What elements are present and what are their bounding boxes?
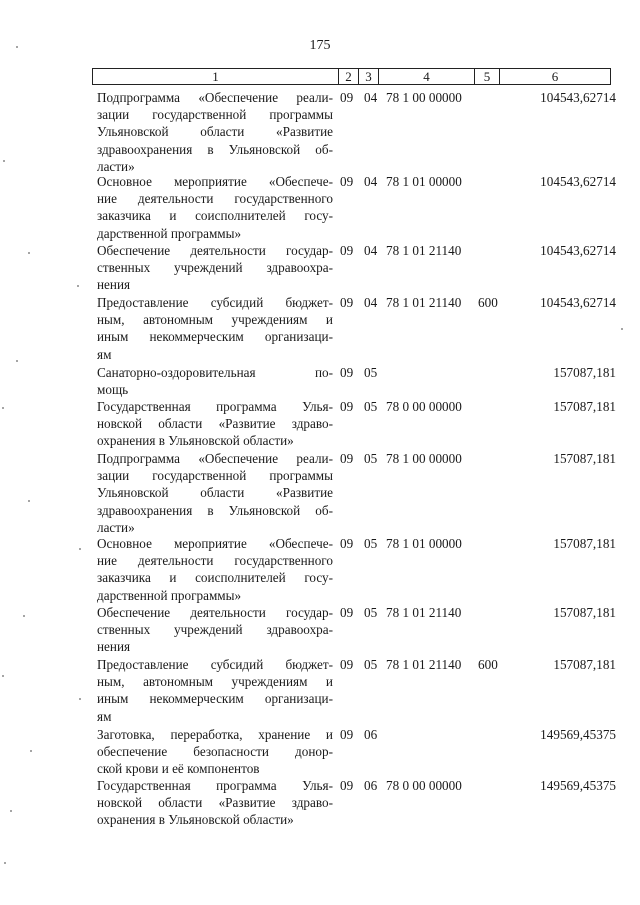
row-description: [97, 364, 333, 398]
target-article-code: 78 1 01 00000: [386, 536, 462, 551]
amount: 157087,181: [553, 365, 616, 380]
description-line: Подпрограмма «Обеспечение реали-: [97, 451, 333, 466]
description-line: ние деятельности государственного: [97, 553, 333, 569]
target-article-code: 78 1 01 21140: [386, 657, 462, 672]
target-article-code: 78 0 00 00000: [386, 399, 462, 414]
description-line: ственных учреждений здравоохра-: [97, 622, 333, 638]
subsection-code: 05: [364, 605, 378, 620]
expense-type-code: 600: [478, 295, 498, 310]
section-code: 09: [340, 727, 354, 742]
section-code: 09: [340, 174, 354, 189]
row-description: [97, 294, 333, 363]
description-line: ние деятельности государственного: [97, 191, 333, 207]
description-line: иным некоммерческим организаци-: [97, 329, 333, 345]
subsection-code: 06: [364, 778, 378, 793]
target-article-code: 78 1 00 00000: [386, 90, 462, 105]
target-article-code: 78 1 01 21140: [386, 605, 462, 620]
row-description: [97, 777, 333, 829]
description-line: здравоохранения в Ульяновской об-: [97, 141, 333, 157]
description-line: обеспечение безопасности донор-: [97, 744, 333, 760]
description-line: Государственная программа Улья-: [97, 399, 333, 414]
section-code: 09: [340, 90, 354, 105]
description-line: охранения в Ульяновской области»: [97, 433, 294, 449]
description-line: охранения в Ульяновской области»: [97, 812, 294, 828]
amount: 104543,62714: [540, 90, 616, 105]
row-description: [97, 604, 333, 656]
description-line: Заготовка, переработка, хранение и: [97, 727, 333, 742]
subsection-code: 05: [364, 657, 378, 672]
description-line: новской области «Развитие здраво-: [97, 416, 333, 432]
description-line: ям: [97, 708, 112, 724]
row-description: [97, 656, 333, 725]
description-line: ской крови и её компонентов: [97, 761, 260, 777]
description-line: Предоставление субсидий бюджет-: [97, 295, 333, 310]
description-line: Ульяновской области «Развитие: [97, 124, 333, 140]
description-line: заказчика и соисполнителей госу-: [97, 570, 333, 586]
description-line: ным, автономным учреждениям и: [97, 674, 333, 690]
description-line: ственных учреждений здравоохра-: [97, 260, 333, 276]
target-article-code: 78 1 01 21140: [386, 295, 462, 310]
description-line: нения: [97, 277, 131, 293]
row-description: [97, 242, 333, 294]
row-description: [97, 535, 333, 604]
section-code: 09: [340, 399, 354, 414]
description-line: новской области «Развитие здраво-: [97, 795, 333, 811]
row-description: [97, 450, 333, 536]
amount: 104543,62714: [540, 295, 616, 310]
description-line: Государственная программа Улья-: [97, 778, 333, 793]
row-description: [97, 726, 333, 778]
amount: 157087,181: [553, 451, 616, 466]
description-line: Основное мероприятие «Обеспече-: [97, 536, 333, 551]
description-line: Предоставление субсидий бюджет-: [97, 657, 333, 672]
subsection-code: 05: [364, 399, 378, 414]
description-line: ным, автономным учреждениям и: [97, 312, 333, 328]
amount: 149569,45375: [540, 778, 616, 793]
target-article-code: 78 1 00 00000: [386, 451, 462, 466]
amount: 104543,62714: [540, 174, 616, 189]
section-code: 09: [340, 365, 354, 380]
amount: 157087,181: [553, 657, 616, 672]
description-line: дарственной программы»: [97, 225, 242, 241]
subsection-code: 05: [364, 365, 378, 380]
section-code: 09: [340, 778, 354, 793]
description-line: Обеспечение деятельности государ-: [97, 243, 333, 258]
subsection-code: 06: [364, 727, 378, 742]
description-line: Подпрограмма «Обеспечение реали-: [97, 90, 333, 105]
description-line: мощь: [97, 382, 129, 398]
table-header: [92, 68, 611, 85]
description-line: иным некоммерческим организаци-: [97, 691, 333, 707]
description-line: ям: [97, 346, 112, 362]
amount: 157087,181: [553, 605, 616, 620]
description-line: зации государственной программы: [97, 468, 333, 484]
row-description: [97, 173, 333, 242]
target-article-code: 78 1 01 00000: [386, 174, 462, 189]
description-line: ласти»: [97, 519, 135, 535]
section-code: 09: [340, 605, 354, 620]
amount: 104543,62714: [540, 243, 616, 258]
amount: 157087,181: [553, 536, 616, 551]
description-line: нения: [97, 639, 131, 655]
description-line: ласти»: [97, 158, 135, 174]
column-header-6: 6: [551, 69, 559, 84]
section-code: 09: [340, 451, 354, 466]
amount: 157087,181: [553, 399, 616, 414]
row-description: [97, 398, 333, 450]
description-line: здравоохранения в Ульяновской об-: [97, 502, 333, 518]
subsection-code: 04: [364, 90, 378, 105]
section-code: 09: [340, 295, 354, 310]
section-code: 09: [340, 243, 354, 258]
description-line: зации государственной программы: [97, 107, 333, 123]
subsection-code: 04: [364, 243, 378, 258]
column-header-2: 2: [339, 69, 359, 84]
description-line: Санаторно-оздоровительная по-: [97, 365, 333, 380]
column-header-3: 3: [359, 69, 379, 84]
expense-type-code: 600: [478, 657, 498, 672]
subsection-code: 04: [364, 174, 378, 189]
column-header-4: 4: [379, 69, 475, 84]
description-line: дарственной программы»: [97, 587, 242, 603]
description-line: Обеспечение деятельности государ-: [97, 605, 333, 620]
row-description: [97, 89, 333, 175]
target-article-code: 78 1 01 21140: [386, 243, 462, 258]
column-header-5: 5: [475, 69, 500, 84]
description-line: Основное мероприятие «Обеспече-: [97, 174, 333, 189]
amount: 149569,45375: [540, 727, 616, 742]
description-line: Ульяновской области «Развитие: [97, 485, 333, 501]
section-code: 09: [340, 536, 354, 551]
subsection-code: 04: [364, 295, 378, 310]
section-code: 09: [340, 657, 354, 672]
column-header-1: 1: [93, 69, 339, 84]
subsection-code: 05: [364, 451, 378, 466]
description-line: заказчика и соисполнителей госу-: [97, 208, 333, 224]
target-article-code: 78 0 00 00000: [386, 778, 462, 793]
page-number: 175: [309, 38, 331, 53]
subsection-code: 05: [364, 536, 378, 551]
